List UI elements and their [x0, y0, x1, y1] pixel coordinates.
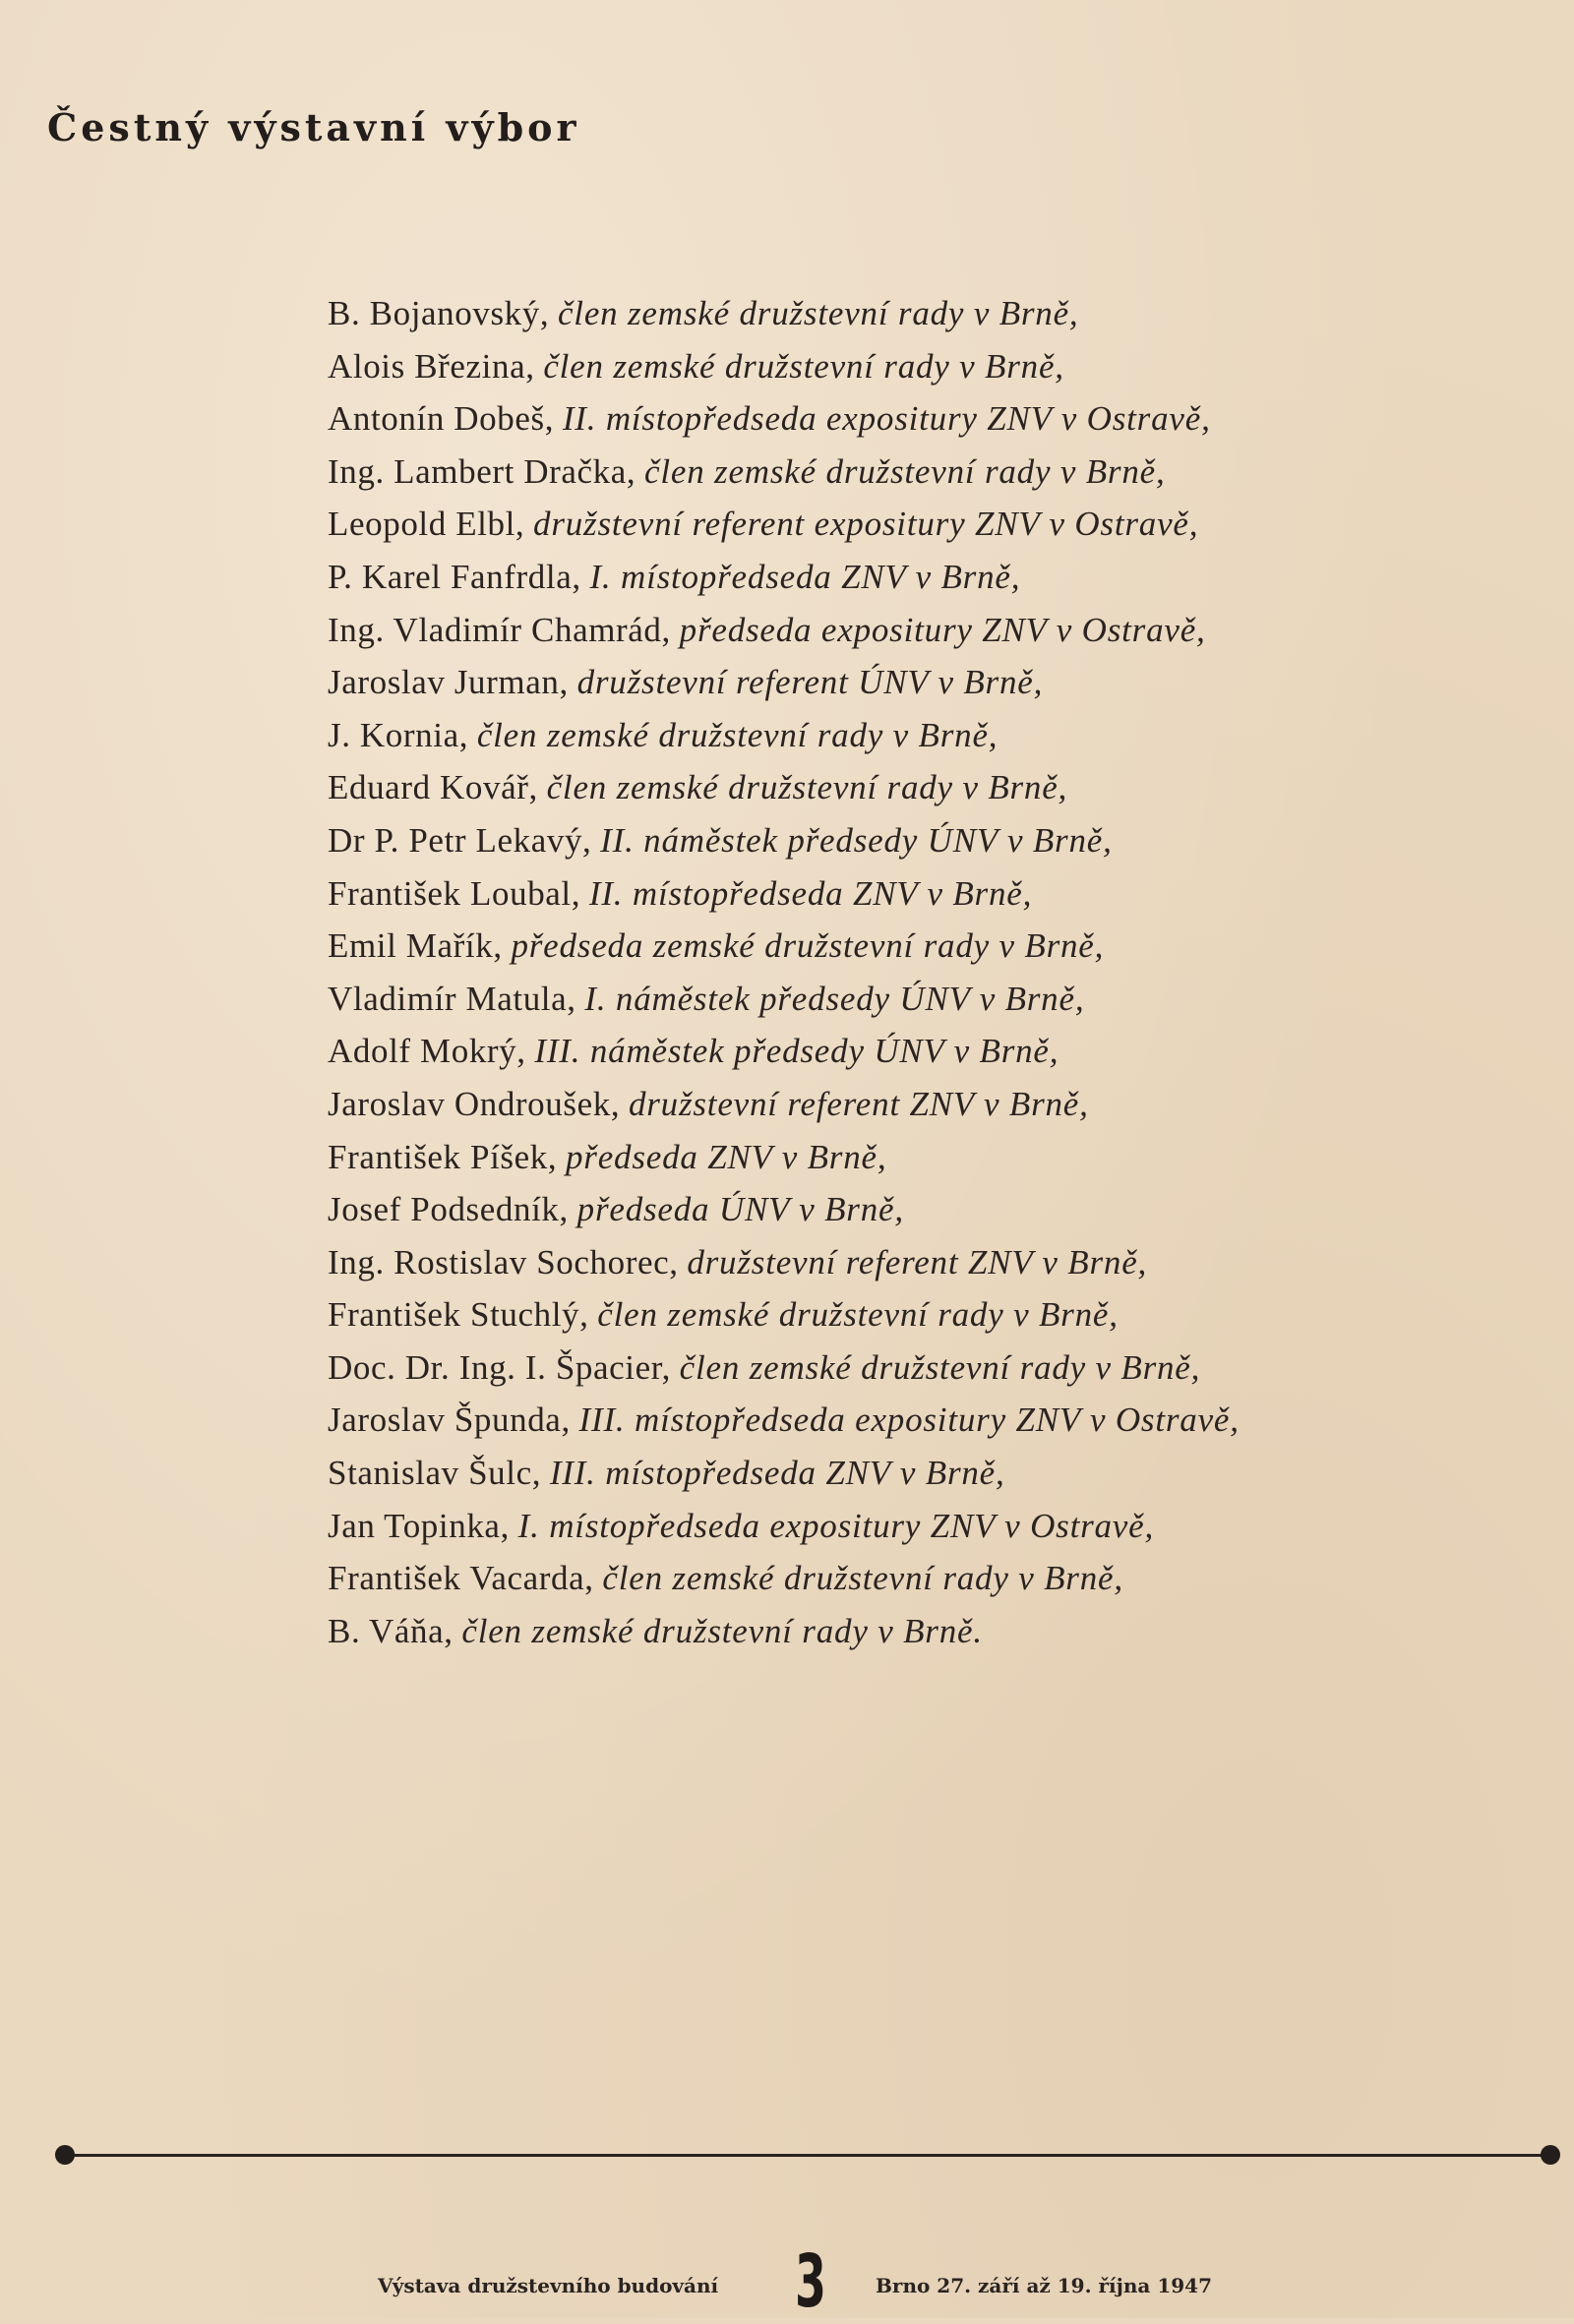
member-name: P. Karel Fanfrdla,	[328, 557, 581, 596]
member-role: člen zemské družstevní rady v Brně,	[679, 1347, 1201, 1387]
list-item	[328, 761, 1547, 814]
member-role: I. místopředseda ZNV v Brně,	[589, 557, 1021, 596]
member-role: II. místopředseda ZNV v Brně,	[588, 873, 1033, 913]
member-role: člen zemské družstevní rady v Brně,	[476, 715, 999, 754]
member-role: III. místopředseda ZNV v Brně,	[549, 1454, 1005, 1493]
member-name: Jaroslav Ondroušek,	[328, 1084, 621, 1123]
member-role: člen zemské družstevní rady v Brně,	[644, 451, 1166, 491]
list-item	[328, 1183, 1547, 1236]
member-name: Alois Březina,	[328, 346, 535, 386]
list-item	[328, 340, 1547, 393]
member-name: František Vacarda,	[328, 1559, 594, 1598]
footer-exhibition-dates: Brno 27. září až 19. října 1947	[876, 2274, 1212, 2297]
member-name: Jaroslav Jurman,	[328, 663, 569, 702]
member-name: Doc. Dr. Ing. I. Špacier,	[328, 1347, 671, 1387]
member-role: člen zemské družstevní rady v Brně.	[461, 1611, 983, 1650]
member-name: Vladimír Matula,	[328, 979, 576, 1018]
list-item	[328, 1078, 1547, 1131]
member-role: II. náměstek předsedy ÚNV v Brně,	[600, 820, 1113, 860]
member-name: Dr P. Petr Lekavý,	[328, 820, 592, 860]
list-item	[328, 392, 1547, 446]
page-number: 3	[795, 2239, 826, 2324]
footer-divider	[63, 2154, 1550, 2157]
list-item	[328, 973, 1547, 1026]
member-name: František Loubal,	[328, 873, 581, 913]
list-item	[328, 814, 1547, 867]
committee-member-list	[328, 287, 1547, 1657]
list-item	[328, 1341, 1547, 1395]
member-name: Jaroslav Špunda,	[328, 1400, 571, 1440]
member-role: člen zemské družstevní rady v Brně,	[602, 1559, 1123, 1598]
member-role: člen zemské družstevní rady v Brně,	[597, 1295, 1119, 1335]
member-name: Eduard Kovář,	[328, 768, 538, 807]
list-item	[328, 1025, 1547, 1078]
divider-right-dot	[1541, 2145, 1560, 2165]
member-role: člen zemské družstevní rady v Brně,	[546, 768, 1068, 807]
member-name: František Píšek,	[328, 1137, 558, 1176]
member-role: družstevní referent ZNV v Brně,	[628, 1084, 1089, 1123]
list-item	[328, 287, 1547, 340]
member-role: družstevní referent expositury ZNV v Ostravě,	[533, 505, 1199, 544]
list-item	[328, 1394, 1547, 1447]
list-item	[328, 1131, 1547, 1184]
member-role: družstevní referent ZNV v Brně,	[687, 1242, 1148, 1281]
member-role: člen zemské družstevní rady v Brně,	[543, 346, 1064, 386]
list-item	[328, 1552, 1547, 1605]
list-item	[328, 498, 1547, 551]
list-item	[328, 1447, 1547, 1500]
member-name: Stanislav Šulc,	[328, 1454, 542, 1493]
member-name: Jan Topinka,	[328, 1506, 510, 1545]
member-name: B. Bojanovský,	[328, 294, 550, 332]
member-name: Ing. Vladimír Chamrád,	[328, 610, 671, 649]
member-role: II. místopředseda expositury ZNV v Ostravě,	[562, 399, 1211, 439]
member-role: předseda zemské družstevní rady v Brně,	[511, 926, 1105, 966]
member-name: B. Váňa,	[328, 1611, 454, 1650]
list-item	[328, 920, 1547, 973]
list-item	[328, 709, 1547, 762]
member-name: J. Kornia,	[328, 715, 469, 754]
member-name: Leopold Elbl,	[328, 505, 525, 544]
list-item	[328, 551, 1547, 604]
member-role: družstevní referent ÚNV v Brně,	[576, 663, 1044, 702]
list-item	[328, 604, 1547, 657]
member-role: člen zemské družstevní rady v Brně,	[557, 294, 1079, 332]
divider-left-dot	[55, 2145, 75, 2165]
member-name: Adolf Mokrý,	[328, 1032, 526, 1071]
list-item	[328, 867, 1547, 921]
member-name: Ing. Lambert Dračka,	[328, 451, 636, 491]
list-item	[328, 1500, 1547, 1553]
member-name: Ing. Rostislav Sochorec,	[328, 1242, 679, 1281]
list-item	[328, 656, 1547, 709]
list-item	[328, 1236, 1547, 1289]
member-name: Emil Mařík,	[328, 926, 503, 966]
member-role: předseda ZNV v Brně,	[565, 1137, 887, 1176]
member-role: I. místopředseda expositury ZNV v Ostravě,	[517, 1506, 1155, 1545]
page-title: Čestný výstavní výbor	[47, 105, 580, 150]
list-item	[328, 446, 1547, 499]
footer-exhibition-title: Výstava družstevního budování	[378, 2274, 719, 2297]
member-name: Antonín Dobeš,	[328, 399, 555, 439]
member-role: III. místopředseda expositury ZNV v Ostravě,	[578, 1400, 1240, 1440]
member-role: předseda ÚNV v Brně,	[576, 1190, 904, 1229]
member-role: III. náměstek předsedy ÚNV v Brně,	[534, 1032, 1059, 1071]
member-role: předseda expositury ZNV v Ostravě,	[679, 610, 1206, 649]
member-name: František Stuchlý,	[328, 1295, 589, 1335]
list-item	[328, 1288, 1547, 1341]
list-item	[328, 1605, 1547, 1658]
member-role: I. náměstek předsedy ÚNV v Brně,	[584, 979, 1085, 1018]
member-name: Josef Podsedník,	[328, 1190, 569, 1229]
